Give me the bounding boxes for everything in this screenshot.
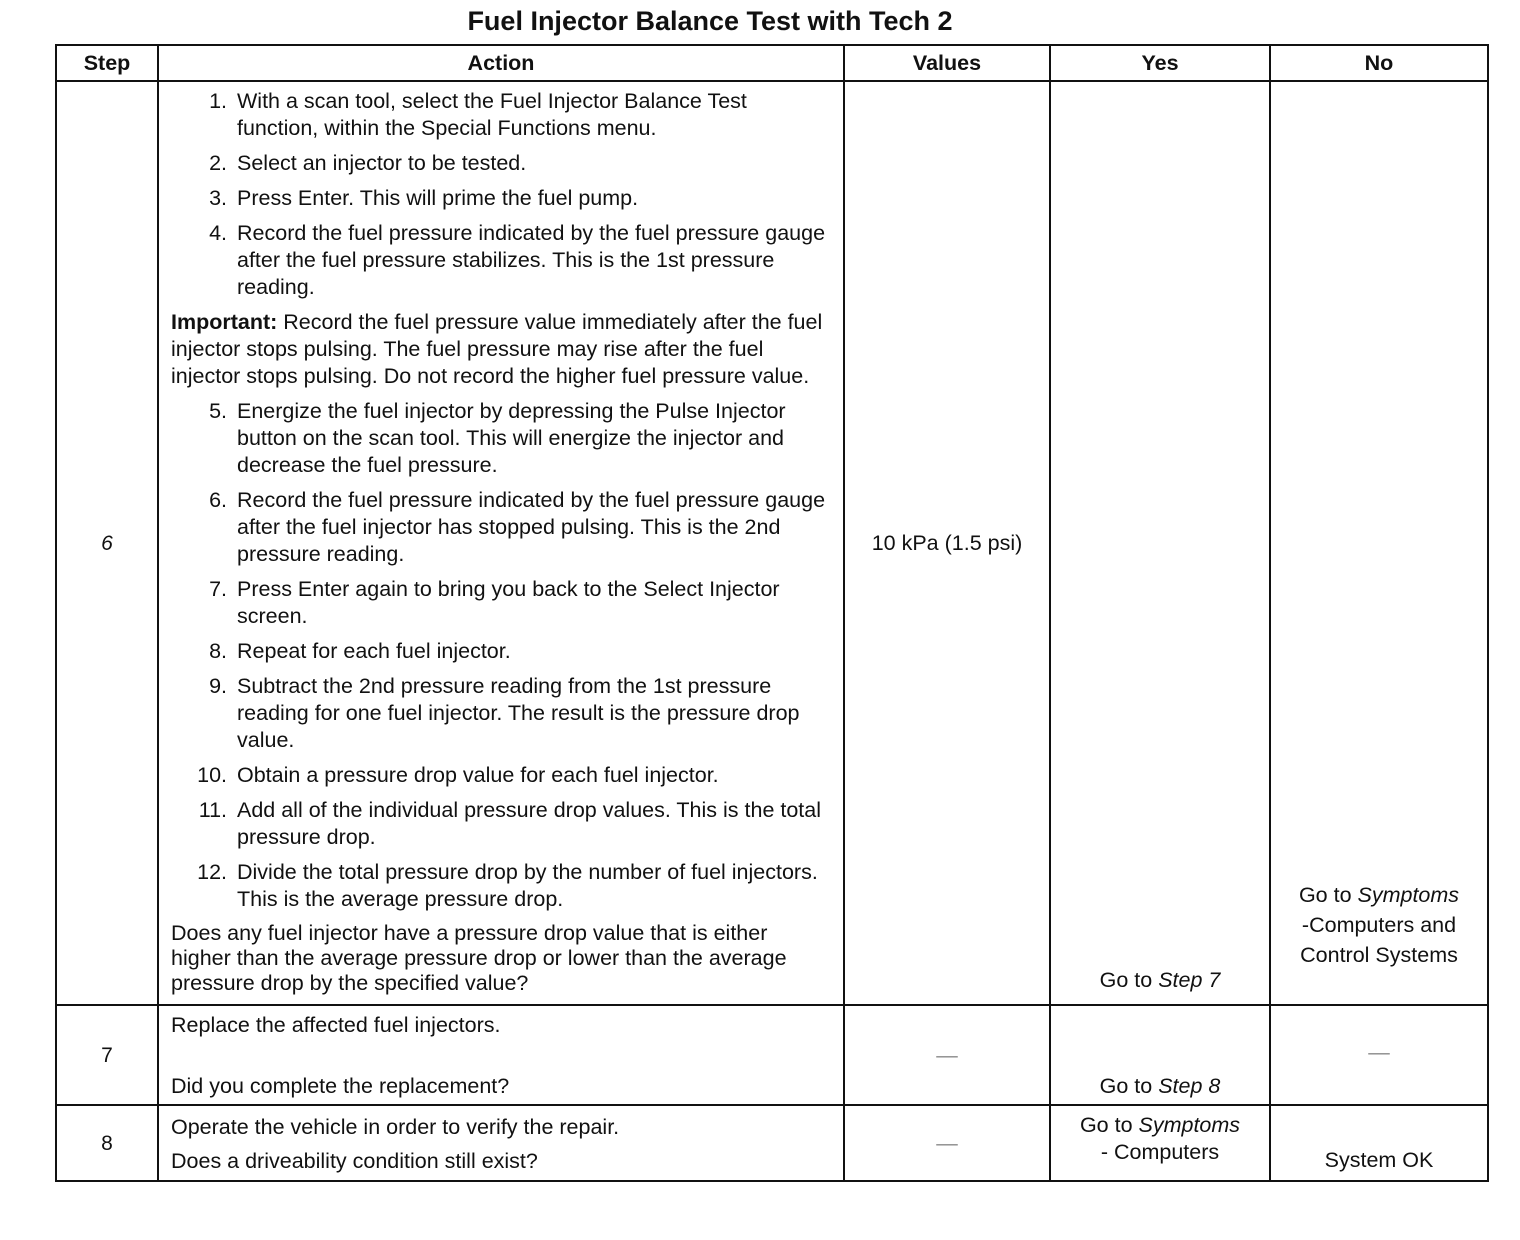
list-item bbox=[171, 487, 831, 568]
no-prefix: Go to bbox=[1298, 883, 1358, 907]
yes-link[interactable]: Symptoms bbox=[1138, 1113, 1241, 1137]
item-number: 5. bbox=[209, 399, 227, 423]
table-row bbox=[56, 81, 1488, 1005]
list-item bbox=[171, 859, 831, 913]
item-number: 7. bbox=[209, 577, 227, 601]
yes-prefix: Go to bbox=[1079, 1113, 1139, 1137]
no-cell: — bbox=[1270, 1005, 1488, 1105]
yes-cell bbox=[1050, 1005, 1270, 1105]
decision-question: Did you complete the replacement? bbox=[171, 1074, 510, 1098]
no-cell bbox=[1270, 81, 1488, 1005]
item-text: Add all of the individual pressure drop values. This is the total pressure drop. bbox=[237, 798, 822, 849]
action-cell bbox=[158, 1105, 844, 1181]
list-item bbox=[171, 185, 831, 212]
list-item bbox=[171, 638, 831, 665]
decision-question: Does a driveability condition still exist? bbox=[171, 1149, 538, 1173]
item-text: Record the fuel pressure indicated by the fuel pressure gauge after the fuel pressure stabilizes. This is the 1st pressure reading. bbox=[237, 221, 826, 299]
item-text: Select an injector to be tested. bbox=[237, 151, 527, 175]
action-cell bbox=[158, 81, 844, 1005]
diagnostic-table bbox=[55, 44, 1489, 1182]
yes-cell bbox=[1050, 1105, 1270, 1181]
item-text: Obtain a pressure drop value for each fuel injector. bbox=[237, 763, 719, 787]
list-item bbox=[171, 150, 831, 177]
list-item bbox=[171, 220, 831, 301]
important-label: Important: bbox=[171, 310, 278, 334]
table-row bbox=[56, 1105, 1488, 1181]
item-number: 11. bbox=[198, 798, 227, 822]
item-text: Press Enter again to bring you back to the Select Injector screen. bbox=[237, 577, 780, 628]
item-text: Press Enter. This will prime the fuel pump. bbox=[237, 186, 639, 210]
item-text: Divide the total pressure drop by the number of fuel injectors. This is the average pressure drop. bbox=[237, 860, 818, 911]
important-text: Record the fuel pressure value immediately after the fuel injector stops pulsing. The fuel pressure may rise after the fuel injector stops pulsing. Do not record the higher fuel pressure value. bbox=[171, 310, 823, 388]
list-item bbox=[171, 398, 831, 479]
item-text: Record the fuel pressure indicated by the fuel pressure gauge after the fuel injector has stopped pulsing. This is the 2nd pressure reading. bbox=[237, 488, 826, 566]
step-number: 7 bbox=[56, 1005, 158, 1105]
item-number: 6. bbox=[209, 488, 227, 512]
step-number: 8 bbox=[56, 1105, 158, 1181]
action-text: Operate the vehicle in order to verify the repair. bbox=[171, 1115, 620, 1139]
yes-link[interactable]: Step 8 bbox=[1158, 1074, 1221, 1098]
value-cell: 10 kPa (1.5 psi) bbox=[844, 81, 1050, 1005]
no-suffix: -Computers and Control Systems bbox=[1300, 913, 1458, 967]
yes-prefix: Go to bbox=[1099, 968, 1159, 992]
page-title: Fuel Injector Balance Test with Tech 2 bbox=[467, 6, 953, 36]
item-text: Energize the fuel injector by depressing the Pulse Injector button on the scan tool. This will energize the injector and decrease the fuel pressure. bbox=[237, 399, 786, 477]
item-text: Repeat for each fuel injector. bbox=[237, 639, 511, 663]
item-number: 10. bbox=[197, 763, 227, 787]
yes-prefix: Go to bbox=[1099, 1074, 1159, 1098]
item-number: 2. bbox=[209, 151, 227, 175]
header-no: No bbox=[1270, 45, 1488, 81]
decision-question: Does any fuel injector have a pressure drop value that is either higher than the average pressure drop or lower than the average pressure drop by the specified value? bbox=[171, 921, 787, 995]
action-text: Replace the affected fuel injectors. bbox=[171, 1013, 501, 1037]
no-cell: System OK bbox=[1270, 1105, 1488, 1181]
list-item bbox=[171, 762, 831, 789]
instruction-list bbox=[171, 398, 831, 913]
item-number: 4. bbox=[209, 221, 227, 245]
item-number: 3. bbox=[209, 186, 227, 210]
item-number: 12. bbox=[197, 860, 227, 884]
list-item bbox=[171, 673, 831, 754]
yes-cell bbox=[1050, 81, 1270, 1005]
header-action: Action bbox=[158, 45, 844, 81]
table-row bbox=[56, 1005, 1488, 1105]
value-cell: — bbox=[844, 1105, 1050, 1181]
item-text: With a scan tool, select the Fuel Injector Balance Test function, within the Special Functions menu. bbox=[237, 89, 747, 140]
value-cell: — bbox=[844, 1005, 1050, 1105]
item-text: Subtract the 2nd pressure reading from the 1st pressure reading for one fuel injector. The result is the pressure drop value. bbox=[237, 674, 800, 752]
no-link[interactable]: Symptoms bbox=[1357, 883, 1460, 907]
item-number: 9. bbox=[209, 674, 227, 698]
header-yes: Yes bbox=[1050, 45, 1270, 81]
instruction-list bbox=[171, 88, 831, 301]
item-number: 1. bbox=[209, 89, 227, 113]
list-item bbox=[171, 797, 831, 851]
header-values: Values bbox=[844, 45, 1050, 81]
action-cell bbox=[158, 1005, 844, 1105]
header-step: Step bbox=[56, 45, 158, 81]
yes-link[interactable]: Step 7 bbox=[1158, 968, 1221, 992]
important-note bbox=[171, 309, 831, 390]
header-row bbox=[56, 45, 1488, 81]
list-item bbox=[171, 576, 831, 630]
item-number: 8. bbox=[209, 639, 227, 663]
step-number: 6 bbox=[56, 81, 158, 1005]
yes-suffix: - Computers bbox=[1100, 1140, 1220, 1164]
list-item bbox=[171, 88, 831, 142]
